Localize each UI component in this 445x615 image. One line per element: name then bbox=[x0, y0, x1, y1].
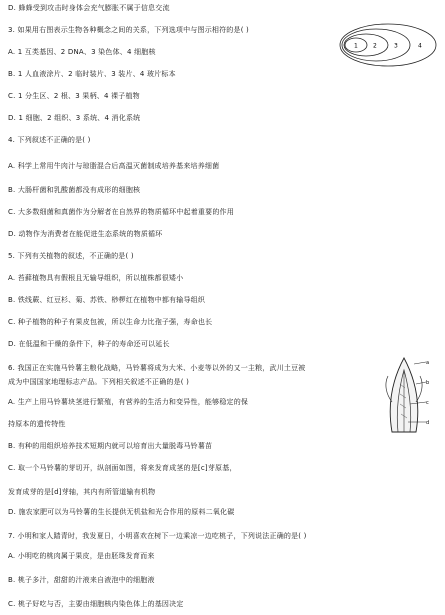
text-line: 成为中国国家地理标志产品。下列相关叙述不正确的是( ) bbox=[8, 378, 190, 386]
text-line: 3. 如果用右图表示生物各种概念之间的关系，下列选项中与图示相符的是( ) bbox=[8, 26, 249, 34]
bud-label: d bbox=[426, 420, 430, 426]
text-line: 持原本的遗传特性 bbox=[8, 420, 66, 428]
bud-label: a bbox=[426, 360, 430, 366]
text-line: C. 1 分生区、2 根、3 果柄、4 裸子植物 bbox=[8, 92, 140, 100]
text-line: B. 铁线蕨、红豆杉、菊、苏铁、桫椤红在植物中都有输导组织 bbox=[8, 296, 206, 304]
circle-2 bbox=[344, 34, 388, 56]
text-line: D. 在低温和干燥的条件下，种子的寿命还可以延长 bbox=[8, 340, 170, 348]
text-line: B. 有种的用组织培养技术短期内就可以培育出大量脱毒马铃薯苗 bbox=[8, 442, 213, 450]
text-line: A. 1 互类基因、2 DNA、3 染色体、4 细胞核 bbox=[8, 48, 156, 56]
circle-label: 2 bbox=[373, 42, 377, 50]
text-line: A. 生产上用马铃薯块茎进行繁殖，有营养的生活力和变异性，能够稳定的保 bbox=[8, 398, 249, 406]
text-line: 5. 下列有关植物的叙述，不正确的是( ) bbox=[8, 252, 134, 260]
concept-circles-figure bbox=[338, 22, 438, 68]
text-line: 7. 小明和家人踏青时，我发夏日，小明喜欢在树下一边乘凉一边吃桃子，下列说法正确的是( ) bbox=[8, 532, 307, 540]
text-line: 发育成芽的是[d]芽轴，其内有所管道输有机物 bbox=[8, 488, 156, 496]
label-line-a bbox=[414, 362, 426, 364]
circle-label: 3 bbox=[394, 42, 398, 50]
text-line: C. 桃子好吃与否，主要由细胞核内染色体上的基因决定 bbox=[8, 600, 184, 608]
text-line: B. 桃子多汁，甜甜的汁液来自液泡中的细胞液 bbox=[8, 576, 155, 584]
potato-bud-section-figure bbox=[378, 354, 430, 434]
text-line: C. 大多数细菌和真菌作为分解者在自然界的物质循环中起着重要的作用 bbox=[8, 208, 234, 216]
text-line: 4. 下列叙述不正确的是( ) bbox=[8, 136, 91, 144]
text-line: A. 苔藓植物具有假根且无输导组织，所以植株都很矮小 bbox=[8, 274, 184, 282]
circle-label: 1 bbox=[354, 42, 358, 50]
text-line: D. 蜂蜂受到攻击时身体会充气膨胀不属于信息交流 bbox=[8, 4, 170, 12]
text-line: B. 大肠杆菌和乳酸菌都没有成形的细胞核 bbox=[8, 186, 141, 194]
text-line: A. 小明吃的桃肉属于果皮，是由胚珠发育而来 bbox=[8, 552, 155, 560]
text-line: 6. 我国正在实施马铃薯主粮化战略，马铃薯将成为大米、小麦等以外的又一主粮，武川土豆被 bbox=[8, 364, 306, 372]
text-line: D. 动物作为消费者在能促进生态系统的物质循环 bbox=[8, 230, 163, 238]
circle-label: 4 bbox=[418, 42, 422, 50]
text-line: A. 科学上常用牛肉汁与琼脂混合后高温灭菌制成培养基来培养细菌 bbox=[8, 162, 220, 170]
text-line: C. 种子植物的种子有果皮包被，所以生命力比孢子强，寿命也长 bbox=[8, 318, 213, 326]
text-line: D. 施农家肥可以为马铃薯的生长提供无机盐和光合作用的原料二氧化碳 bbox=[8, 508, 235, 516]
label-line-b bbox=[416, 382, 426, 384]
text-line: D. 1 细胞、2 组织、3 系统、4 消化系统 bbox=[8, 114, 141, 122]
text-line: B. 1 人血液涂片、2 临时装片、3 装片、4 玻片标本 bbox=[8, 70, 176, 78]
text-line: C. 取一个马铃薯的芽切开，纵剖面如图，将来发育成茎的是[c]芽原基， bbox=[8, 464, 237, 472]
bud-label: b bbox=[426, 380, 430, 386]
bud-label: c bbox=[426, 400, 429, 406]
